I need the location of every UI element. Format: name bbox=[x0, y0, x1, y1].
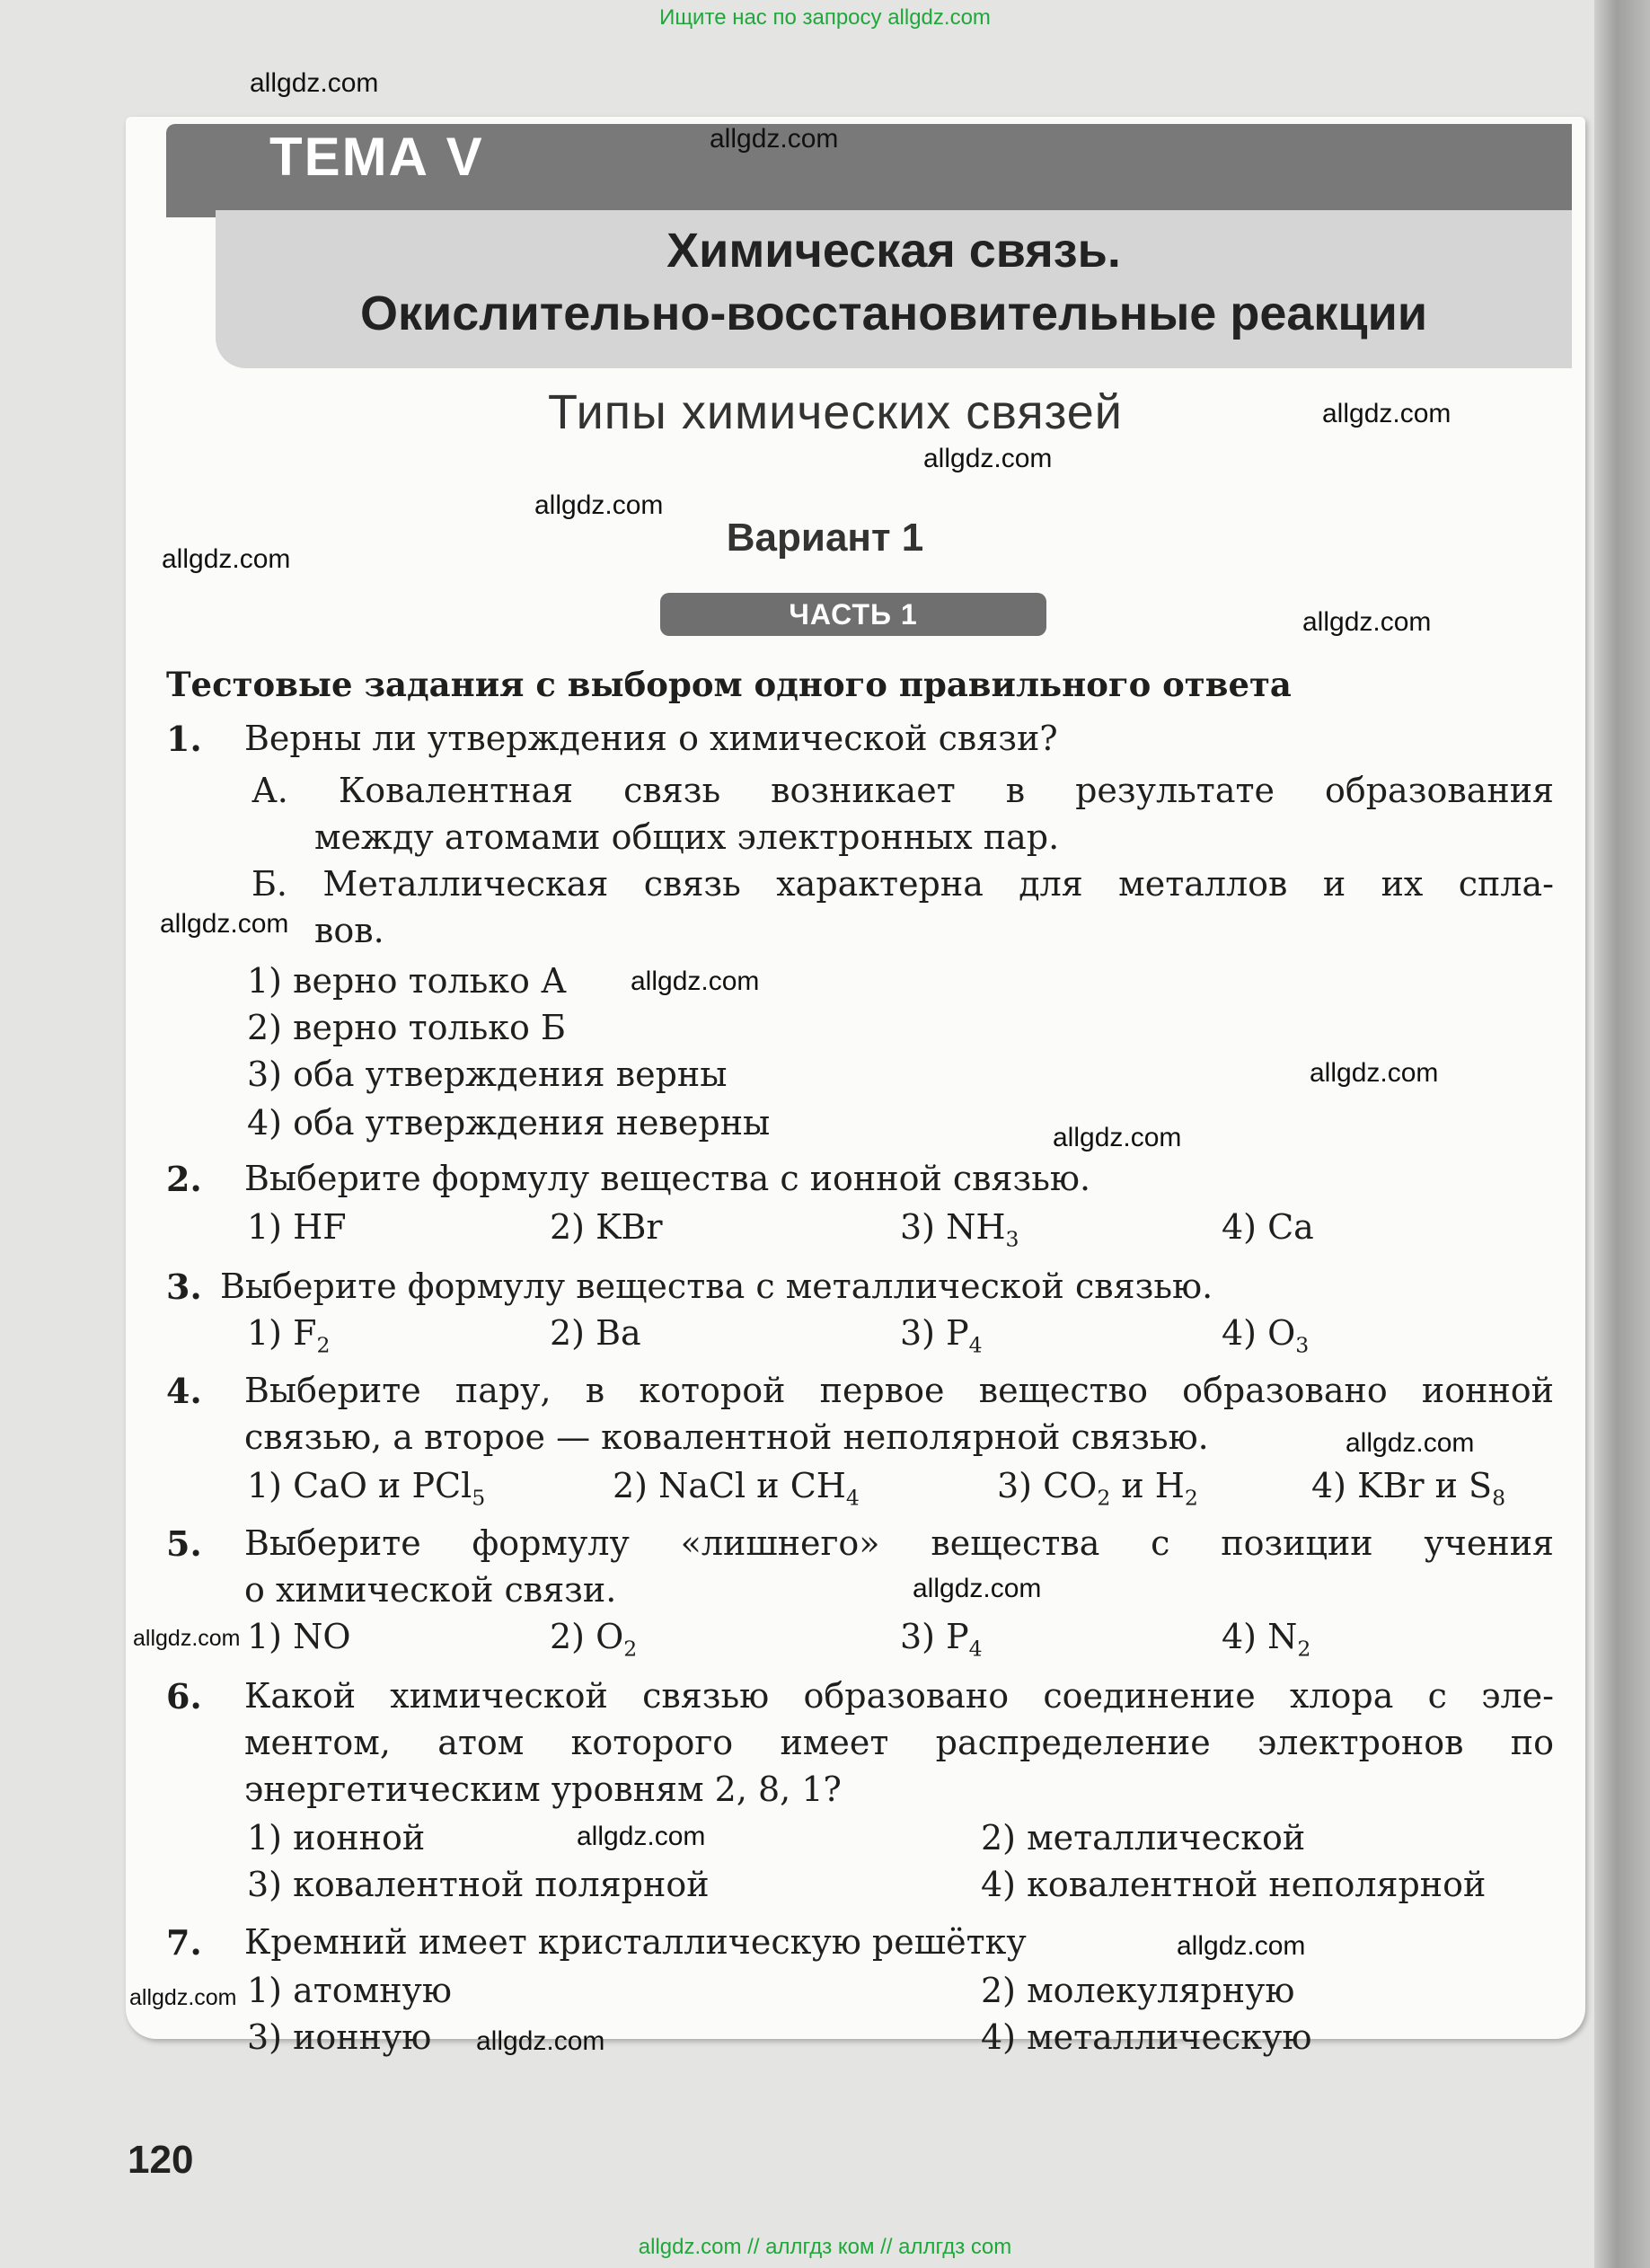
question-7-option-3: 3) ионную bbox=[247, 2017, 432, 2057]
question-6-option-4: 4) ковалентной неполярной bbox=[981, 1865, 1487, 1904]
watermark: allgdz.com bbox=[577, 1822, 706, 1851]
question-2-option-1: 1) HF bbox=[247, 1207, 347, 1247]
question-1-option-4: 4) оба утверждения неверны bbox=[247, 1103, 771, 1143]
question-7-number: 7. bbox=[166, 1922, 202, 1963]
question-1-statement-b-line1: Б. Металлическая связь характерна для металлов и их спла- bbox=[251, 864, 1554, 904]
question-5-text-line2: о химической связи. bbox=[244, 1570, 617, 1610]
question-4-number: 4. bbox=[166, 1371, 202, 1411]
question-4-option-3: 3) $CO_2$ и $H_2$ bbox=[997, 1466, 1198, 1511]
variant-heading: Вариант 1 bbox=[726, 516, 924, 560]
question-1-text: Верны ли утверждения о химической связи? bbox=[244, 719, 1058, 758]
watermark: allgdz.com bbox=[133, 1626, 241, 1651]
question-5-option-3: 3) $P_4$ bbox=[900, 1617, 983, 1662]
watermark: allgdz.com bbox=[1322, 399, 1451, 428]
watermark: allgdz.com bbox=[162, 544, 291, 574]
question-1-statement-a-line1: А. Ковалентная связь возникает в результате образования bbox=[251, 771, 1554, 810]
question-7-text: Кремний имеет кристаллическую решётку bbox=[244, 1922, 1027, 1962]
watermark: allgdz.com bbox=[913, 1574, 1042, 1603]
topic-subtitle: Типы химических связей bbox=[548, 385, 1123, 439]
question-6-number: 6. bbox=[166, 1676, 202, 1716]
question-7-option-1: 1) атомную bbox=[247, 1971, 452, 2010]
question-2-option-2: 2) KBr bbox=[550, 1207, 663, 1247]
section-heading: Тестовые задания с выбором одного правильного ответа bbox=[166, 665, 1292, 704]
question-7-option-2: 2) молекулярную bbox=[981, 1971, 1295, 2010]
question-6-text-line3: энергетическим уровням 2, 8, 1? bbox=[244, 1769, 842, 1809]
watermark: allgdz.com bbox=[1346, 1428, 1475, 1458]
question-4-option-4: 4) KBr и $S_8$ bbox=[1311, 1466, 1506, 1511]
chapter-title-line1: Химическая связь. bbox=[666, 224, 1121, 278]
question-1-statement-a-line2: между атомами общих электронных пар. bbox=[314, 817, 1060, 857]
question-4-option-2: 2) NaCl и $CH_4$ bbox=[613, 1466, 860, 1511]
question-5-text-line1: Выберите формулу «лишнего» вещества с позиции учения bbox=[244, 1523, 1554, 1563]
question-5-option-4: 4) $N_2$ bbox=[1222, 1617, 1311, 1662]
page-number: 120 bbox=[128, 2138, 194, 2182]
watermark: allgdz.com bbox=[710, 124, 839, 154]
watermark: allgdz.com bbox=[476, 2026, 605, 2056]
question-3-number: 3. bbox=[166, 1266, 202, 1307]
question-1-option-3: 3) оба утверждения верны bbox=[247, 1055, 728, 1094]
question-2-option-3: 3) $NH_3$ bbox=[900, 1207, 1019, 1252]
question-5-number: 5. bbox=[166, 1523, 202, 1564]
question-3-option-2: 2) Ba bbox=[550, 1313, 641, 1353]
question-3-text: Выберите формулу вещества с металлической связью. bbox=[220, 1266, 1213, 1306]
question-2-text: Выберите формулу вещества с ионной связью. bbox=[244, 1159, 1091, 1198]
watermark: allgdz.com bbox=[534, 490, 664, 520]
watermark: allgdz.com bbox=[250, 68, 379, 98]
book-spine-shadow bbox=[1594, 0, 1650, 2268]
question-6-text-line1: Какой химической связью образовано соединение хлора с эле- bbox=[244, 1676, 1554, 1716]
question-6-option-1: 1) ионной bbox=[247, 1818, 426, 1858]
question-1-number: 1. bbox=[166, 719, 202, 759]
question-1-option-2: 2) верно только Б bbox=[247, 1008, 566, 1047]
chapter-title-line2: Окислительно-восстановительные реакции bbox=[359, 287, 1428, 340]
question-5-option-1: 1) NO bbox=[247, 1617, 351, 1656]
watermark: allgdz.com bbox=[160, 909, 289, 939]
watermark: allgdz.com bbox=[129, 1985, 237, 2010]
bottom-ad-banner[interactable]: allgdz.com // аллгдз ком // аллгдз com bbox=[638, 2235, 1012, 2259]
watermark: allgdz.com bbox=[1310, 1058, 1439, 1088]
watermark: allgdz.com bbox=[1302, 607, 1432, 637]
question-2-option-4: 4) Ca bbox=[1222, 1207, 1314, 1247]
question-1-option-1: 1) верно только А bbox=[247, 961, 567, 1001]
watermark: allgdz.com bbox=[631, 966, 760, 996]
question-7-option-4: 4) металлическую bbox=[981, 2017, 1312, 2057]
question-4-text-line2: связью, а второе — ковалентной неполярной связью. bbox=[244, 1417, 1209, 1457]
question-2-number: 2. bbox=[166, 1159, 202, 1199]
question-3-option-3: 3) $P_4$ bbox=[900, 1313, 983, 1358]
watermark: allgdz.com bbox=[1053, 1123, 1182, 1152]
question-6-option-2: 2) металлической bbox=[981, 1818, 1306, 1858]
question-1-statement-b-line2: вов. bbox=[314, 911, 384, 950]
question-6-option-3: 3) ковалентной полярной bbox=[247, 1865, 710, 1904]
watermark: allgdz.com bbox=[923, 444, 1053, 473]
top-ad-banner[interactable]: Ищите нас по запросу allgdz.com bbox=[659, 5, 991, 30]
question-3-option-4: 4) $O_3$ bbox=[1222, 1313, 1310, 1358]
part-badge: ЧАСТЬ 1 bbox=[660, 593, 1046, 636]
tema-label: ТЕМА V bbox=[269, 127, 484, 187]
question-5-option-2: 2) $O_2$ bbox=[550, 1617, 638, 1662]
question-3-option-1: 1) $F_2$ bbox=[247, 1313, 331, 1358]
question-6-text-line2: ментом, атом которого имеет распределение электронов по bbox=[244, 1723, 1554, 1762]
question-4-text-line1: Выберите пару, в которой первое вещество образовано ионной bbox=[244, 1371, 1554, 1410]
question-4-option-1: 1) CaO и PCl$_5$ bbox=[247, 1466, 486, 1511]
watermark: allgdz.com bbox=[1177, 1931, 1306, 1961]
